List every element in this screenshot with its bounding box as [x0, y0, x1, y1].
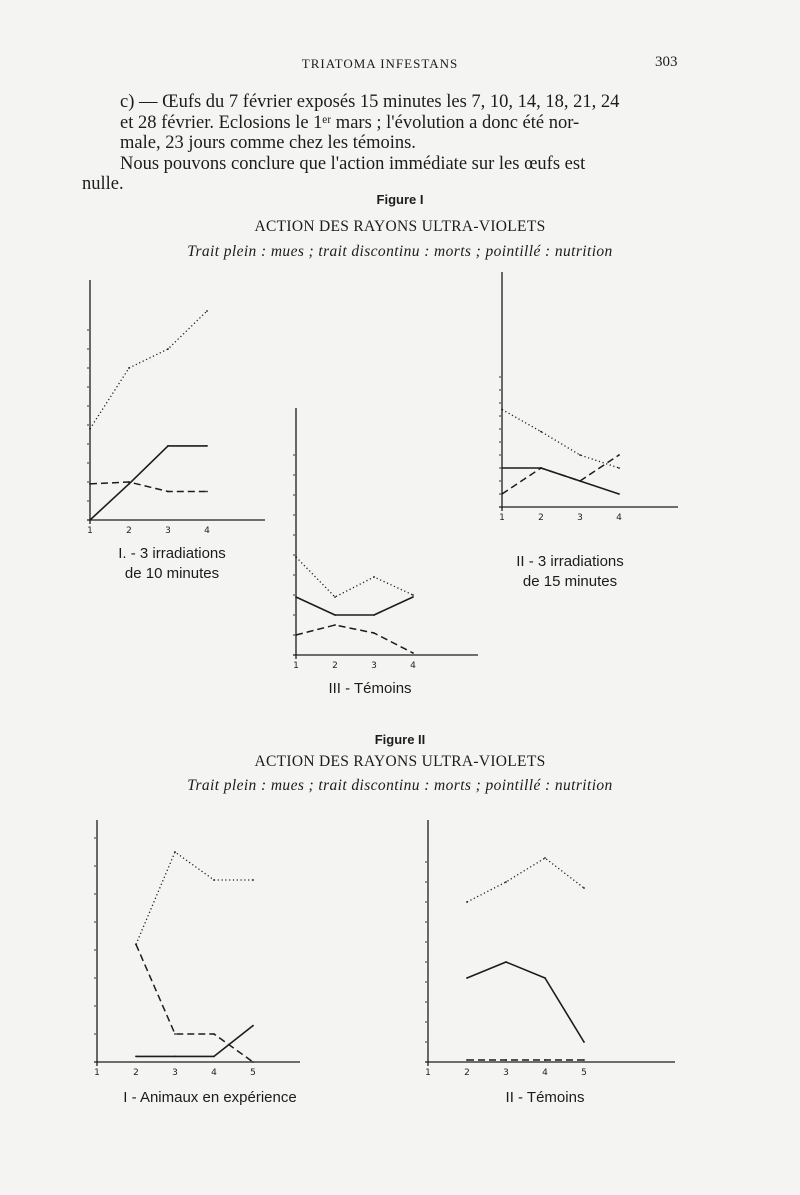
data-point	[544, 857, 546, 859]
data-point	[583, 1041, 585, 1043]
x-tick-label: 4	[410, 661, 416, 671]
series-line-solid	[296, 597, 413, 615]
data-point	[579, 480, 581, 482]
series-line-dashed	[136, 944, 253, 1062]
caption-line: I. - 3 irradiations	[118, 545, 226, 562]
data-point	[501, 493, 503, 495]
text-line: Nous pouvons conclure que l'action immédiate sur les œufs est	[120, 153, 586, 174]
data-point	[174, 1056, 176, 1058]
data-point	[373, 632, 375, 634]
x-tick-label: 1	[293, 661, 299, 671]
data-point	[583, 887, 585, 889]
x-tick-label: 1	[87, 526, 93, 536]
data-point	[501, 409, 503, 411]
x-tick-label: 2	[464, 1068, 470, 1078]
text-line: male, 23 jours comme chez les témoins.	[120, 133, 416, 153]
x-tick-label: 2	[538, 513, 544, 523]
data-point	[334, 624, 336, 626]
figure-1-chart-III-caption: III - Témoins	[328, 680, 412, 697]
figure-1-label: Figure I	[376, 192, 424, 207]
data-point	[135, 1056, 137, 1058]
data-point	[206, 310, 208, 312]
data-point	[466, 901, 468, 903]
x-tick-label: 4	[204, 526, 210, 536]
series-line-dashed	[90, 482, 207, 492]
data-point	[466, 1059, 468, 1061]
data-point	[295, 596, 297, 598]
x-tick-label: 5	[250, 1068, 256, 1078]
data-point	[412, 594, 414, 596]
series-line-dotted	[502, 410, 619, 469]
data-point	[505, 961, 507, 963]
x-tick-label: 3	[577, 513, 583, 523]
data-point	[373, 576, 375, 578]
x-tick-label: 4	[211, 1068, 217, 1078]
series-line-dotted	[90, 311, 207, 429]
text-line: nulle.	[82, 174, 124, 194]
data-point	[174, 1033, 176, 1035]
data-point	[618, 493, 620, 495]
data-point	[295, 634, 297, 636]
series-line-dotted	[296, 557, 413, 597]
data-point	[618, 454, 620, 456]
series-line-dashed	[296, 625, 413, 653]
x-tick-label: 1	[94, 1068, 100, 1078]
x-tick-label: 3	[172, 1068, 178, 1078]
data-point	[213, 879, 215, 881]
data-point	[412, 596, 414, 598]
data-point	[540, 431, 542, 433]
caption-line: de 10 minutes	[124, 565, 220, 582]
series-line-solid	[502, 468, 619, 494]
data-point	[252, 879, 254, 881]
data-point	[373, 614, 375, 616]
data-point	[252, 1025, 254, 1027]
data-point	[334, 614, 336, 616]
running-head: TRIATOMA INFESTANS	[301, 56, 459, 71]
figure-2-legend: Trait plein : mues ; trait discontinu : morts ; pointillé : nutrition	[187, 777, 613, 794]
figure-2-chart-I-caption: I - Animaux en expérience	[123, 1089, 297, 1106]
x-tick-label: 2	[133, 1068, 139, 1078]
data-point	[334, 596, 336, 598]
data-point	[540, 467, 542, 469]
data-point	[89, 483, 91, 485]
series-line-dotted	[136, 852, 253, 944]
series-line-solid	[467, 962, 584, 1042]
data-point	[89, 519, 91, 521]
data-point	[213, 1056, 215, 1058]
series-line-dotted	[467, 858, 584, 902]
data-point	[501, 467, 503, 469]
x-tick-label: 3	[503, 1068, 509, 1078]
data-point	[544, 977, 546, 979]
x-tick-label: 2	[126, 526, 132, 536]
data-point	[206, 445, 208, 447]
data-point	[544, 1059, 546, 1061]
x-tick-label: 3	[371, 661, 377, 671]
caption-line: de 15 minutes	[522, 573, 618, 590]
x-tick-label: 4	[616, 513, 622, 523]
data-point	[128, 481, 130, 483]
caption-line: II - 3 irradiations	[516, 553, 624, 570]
figure-2-label: Figure II	[374, 732, 426, 747]
data-point	[618, 467, 620, 469]
data-point	[412, 652, 414, 654]
data-point	[174, 851, 176, 853]
text-line: et 28 février. Eclosions le 1ᵉʳ mars ; l'évolution a donc été nor-	[120, 112, 580, 133]
series-line-solid	[136, 1026, 253, 1057]
data-point	[252, 1061, 254, 1063]
data-point	[167, 348, 169, 350]
figure-2-chart-II-caption: II - Témoins	[505, 1089, 585, 1106]
x-tick-label: 2	[332, 661, 338, 671]
data-point	[128, 483, 130, 485]
page-number: 303	[655, 54, 678, 70]
data-point	[505, 881, 507, 883]
data-point	[213, 1033, 215, 1035]
x-tick-label: 1	[499, 513, 505, 523]
data-point	[167, 445, 169, 447]
data-point	[466, 977, 468, 979]
x-tick-label: 1	[425, 1068, 431, 1078]
text-line: c) — Œufs du 7 février exposés 15 minutes les 7, 10, 14, 18, 21, 24	[120, 92, 620, 112]
x-tick-label: 4	[542, 1068, 548, 1078]
data-point	[128, 367, 130, 369]
figure-1-legend: Trait plein : mues ; trait discontinu : morts ; pointillé : nutrition	[187, 243, 613, 260]
data-point	[206, 491, 208, 493]
data-point	[167, 491, 169, 493]
data-point	[579, 454, 581, 456]
x-tick-label: 3	[165, 526, 171, 536]
figure-2-title: ACTION DES RAYONS ULTRA-VIOLETS	[254, 753, 546, 770]
data-point	[135, 944, 137, 946]
figure-1-title: ACTION DES RAYONS ULTRA-VIOLETS	[254, 218, 546, 235]
data-point	[89, 428, 91, 430]
data-point	[583, 1059, 585, 1061]
data-point	[295, 556, 297, 558]
data-point	[505, 1059, 507, 1061]
x-tick-label: 5	[581, 1068, 587, 1078]
